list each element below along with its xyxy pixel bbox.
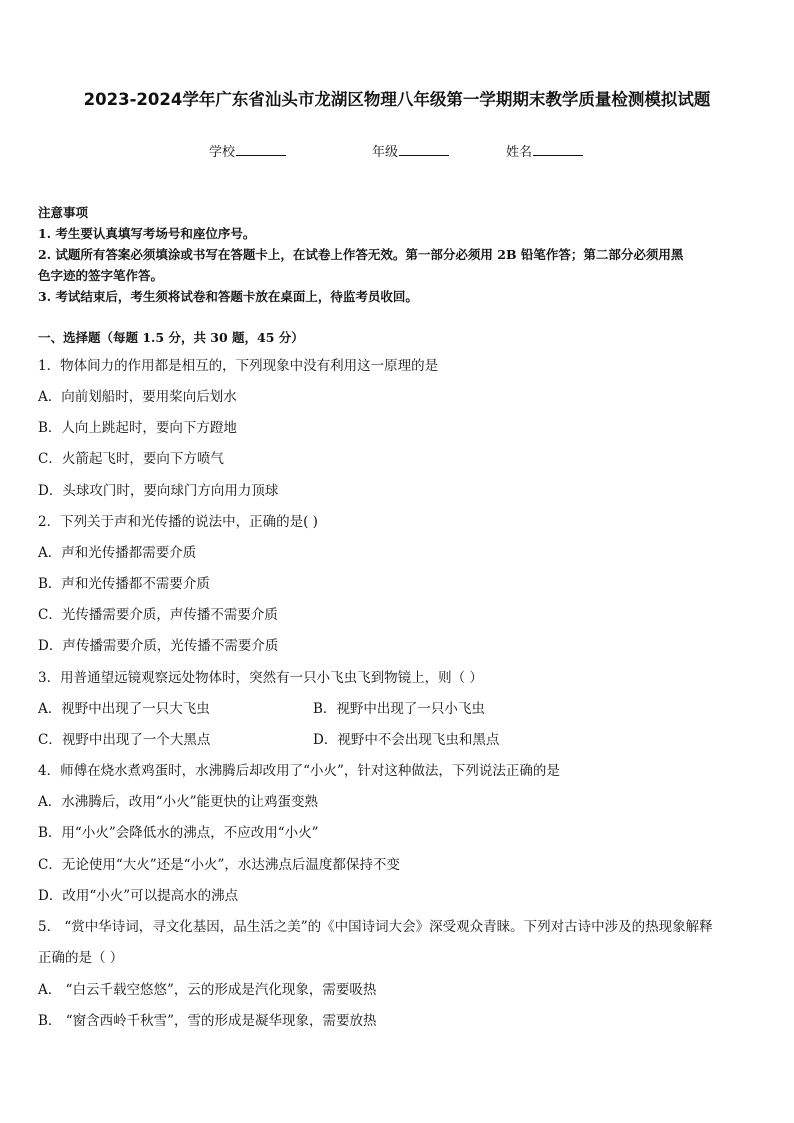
- question-stem: 4．师傅在烧水煮鸡蛋时，水沸腾后却改用了“小火”，针对这种做法，下列说法正确的是: [38, 763, 560, 779]
- option: A．向前划船时，要用桨向后划水: [38, 389, 237, 405]
- question-stem: 1．物体间力的作用都是相互的，下列现象中没有利用这一原理的是: [38, 358, 439, 374]
- name-field: [506, 141, 583, 160]
- option: A．声和光传播都需要介质: [38, 545, 197, 561]
- grade-blank[interactable]: [399, 143, 449, 156]
- notice-item: 色字迹的签字笔作答。: [38, 268, 164, 283]
- school-field: [209, 141, 286, 160]
- name-blank[interactable]: [533, 143, 583, 156]
- option: D．视野中不会出现飞虫和黑点: [313, 732, 500, 748]
- option: D．头球攻门时，要向球门方向用力顶球: [38, 483, 279, 499]
- school-label: 学校: [209, 145, 236, 160]
- option: A．视野中出现了一只大飞虫: [38, 701, 210, 717]
- option: B． “窗含西岭千秋雪”，雪的形成是凝华现象，需要放热: [38, 1013, 377, 1029]
- grade-label: 年级: [372, 145, 399, 160]
- exam-title: 2023-2024学年广东省汕头市龙湖区物理八年级第一学期期末教学质量检测模拟试题: [83, 90, 711, 109]
- option: B．声和光传播都不需要介质: [38, 576, 210, 592]
- notice-heading: 注意事项: [38, 205, 89, 220]
- option: B．视野中出现了一只小飞虫: [313, 701, 485, 717]
- notice-item: 2. 试题所有答案必须填涂或书写在答题卡上，在试卷上作答无效。第一部分必须用 2B 铅笔作答；第二部分必须用黑: [38, 247, 684, 262]
- option: C．视野中出现了一个大黑点: [38, 732, 211, 748]
- question-stem: 2．下列关于声和光传播的说法中，正确的是( ): [38, 514, 318, 530]
- option: C．光传播需要介质，声传播不需要介质: [38, 607, 278, 623]
- question-stem: 3．用普通望远镜观察远处物体时，突然有一只小飞虫飞到物镜上，则（ ）: [38, 670, 483, 686]
- option: A． “白云千载空悠悠”，云的形成是汽化现象，需要吸热: [38, 982, 377, 998]
- question-stem: 5． “赏中华诗词，寻文化基因，品生活之美”的《中国诗词大会》深受观众青睐。下列对古诗中涉及的热现象解释: [38, 919, 713, 935]
- name-label: 姓名: [506, 145, 533, 160]
- school-blank[interactable]: [236, 143, 286, 156]
- grade-field: [372, 141, 449, 160]
- notice-item: 3. 考试结束后，考生须将试卷和答题卡放在桌面上，待监考员收回。: [38, 289, 418, 304]
- option: D．改用“小火”可以提高水的沸点: [38, 888, 239, 904]
- notice-item: 1. 考生要认真填写考场号和座位序号。: [38, 226, 256, 241]
- option: B．人向上跳起时，要向下方蹬地: [38, 420, 237, 436]
- option: C．火箭起飞时，要向下方喷气: [38, 451, 224, 467]
- section-heading: 一、选择题（每题 1.5 分，共 30 题，45 分）: [38, 330, 304, 345]
- option: C．无论使用“大火”还是“小火”，水达沸点后温度都保持不变: [38, 857, 400, 873]
- question-stem-continued: 正确的是（ ）: [38, 950, 124, 966]
- option: B．用“小火”会降低水的沸点，不应改用“小火”: [38, 825, 319, 841]
- option: A．水沸腾后，改用“小火”能更快的让鸡蛋变熟: [38, 794, 319, 810]
- option: D．声传播需要介质，光传播不需要介质: [38, 638, 279, 654]
